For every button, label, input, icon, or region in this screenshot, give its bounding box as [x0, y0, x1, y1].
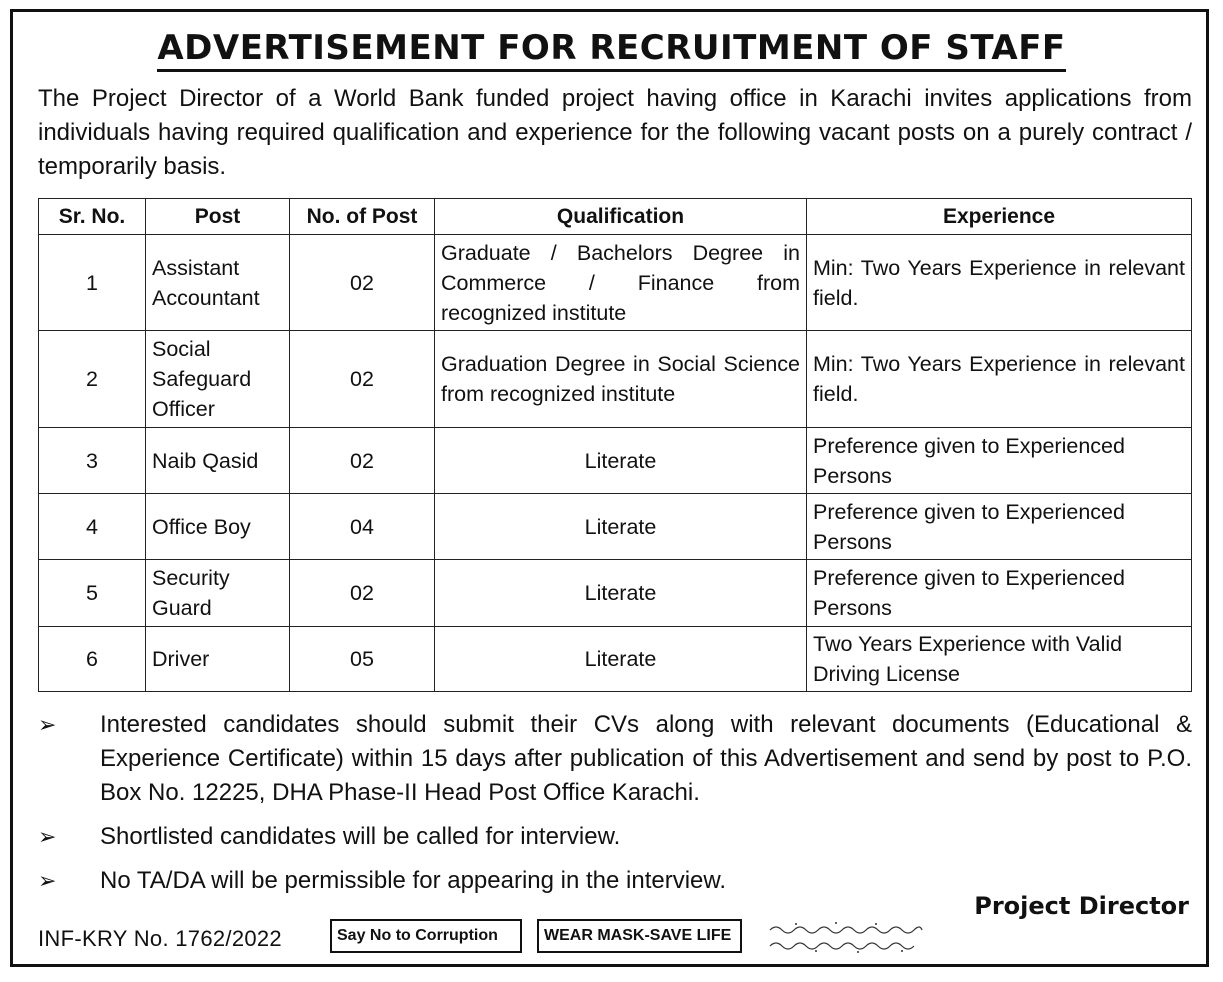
header-no-of-post: No. of Post — [290, 199, 435, 235]
cell-no-of-post: 04 — [290, 494, 435, 560]
cell-qualification: Graduation Degree in Social Science from recognized institute — [435, 331, 807, 428]
cell-sr-no: 6 — [39, 627, 146, 692]
header-sr-no: Sr. No. — [39, 199, 146, 235]
arrow-bullet-icon: ➢ — [38, 824, 57, 849]
cell-experience: Preference given to Experienced Persons — [807, 494, 1192, 560]
header-experience: Experience — [807, 199, 1192, 235]
header-qualification: Qualification — [435, 199, 807, 235]
cell-qualification: Literate — [435, 428, 807, 494]
cell-sr-no: 2 — [39, 331, 146, 428]
cell-post: Driver — [146, 627, 290, 692]
cell-experience: Min: Two Years Experience in relevant field. — [807, 331, 1192, 428]
urdu-slogan-graphic — [766, 918, 928, 954]
cell-no-of-post: 05 — [290, 627, 435, 692]
cell-qualification: Literate — [435, 627, 807, 692]
cell-no-of-post: 02 — [290, 235, 435, 331]
cell-post: Security Guard — [146, 560, 290, 627]
cell-sr-no: 5 — [39, 560, 146, 627]
cell-experience: Preference given to Experienced Persons — [807, 560, 1192, 627]
table-row — [39, 428, 1192, 494]
arrow-bullet-icon: ➢ — [38, 868, 57, 893]
cell-sr-no: 3 — [39, 428, 146, 494]
cell-qualification: Literate — [435, 494, 807, 560]
header-post: Post — [146, 199, 290, 235]
cell-experience: Preference given to Experienced Persons — [807, 428, 1192, 494]
instruction-text: Shortlisted candidates will be called for interview. — [100, 823, 621, 850]
table-row — [39, 627, 1192, 692]
cell-sr-no: 4 — [39, 494, 146, 560]
table-row — [39, 560, 1192, 627]
signature-project-director: Project Director — [974, 892, 1189, 920]
cell-qualification: Graduate / Bachelors Degree in Commerce / Finance from recognized institute — [435, 235, 807, 331]
cell-experience: Min: Two Years Experience in relevant field. — [807, 235, 1192, 331]
mask-stamp: WEAR MASK-SAVE LIFE — [537, 919, 742, 953]
advertisement-title: ADVERTISEMENT FOR RECRUITMENT OF STAFF — [0, 28, 1223, 68]
cell-experience: Two Years Experience with Valid Driving License — [807, 627, 1192, 692]
list-item — [38, 708, 1192, 810]
table-row — [39, 494, 1192, 560]
cell-no-of-post: 02 — [290, 560, 435, 627]
arrow-bullet-icon: ➢ — [38, 712, 57, 737]
cell-qualification: Literate — [435, 560, 807, 627]
list-item — [38, 820, 1192, 854]
cell-sr-no: 1 — [39, 235, 146, 331]
instruction-text: Interested candidates should submit their CVs along with relevant documents (Educational & Experience Certificate) within 15 days after publication of this Advertisement and send by post to P.O. Box No. 12225, DHA Phase-II Head Post Office Karachi. — [100, 711, 1192, 806]
cell-post: Naib Qasid — [146, 428, 290, 494]
vacancy-table — [38, 198, 1192, 692]
cell-post: Assistant Accountant — [146, 235, 290, 331]
intro-paragraph: The Project Director of a World Bank funded project having office in Karachi invites applications from individuals having required qualification and experience for the following vacant posts on a purely contract / temporarily basis. — [38, 85, 1192, 180]
instructions-list — [38, 708, 1192, 908]
cell-post: Social Safeguard Officer — [146, 331, 290, 428]
table-header-row — [39, 199, 1192, 235]
instruction-text: No TA/DA will be permissible for appearing in the interview. — [100, 867, 727, 894]
reference-number: INF-KRY No. 1762/2022 — [38, 926, 282, 951]
cell-no-of-post: 02 — [290, 331, 435, 428]
cell-post: Office Boy — [146, 494, 290, 560]
corruption-stamp: Say No to Corruption — [330, 919, 522, 953]
table-row — [39, 331, 1192, 428]
table-row — [39, 235, 1192, 331]
cell-no-of-post: 02 — [290, 428, 435, 494]
